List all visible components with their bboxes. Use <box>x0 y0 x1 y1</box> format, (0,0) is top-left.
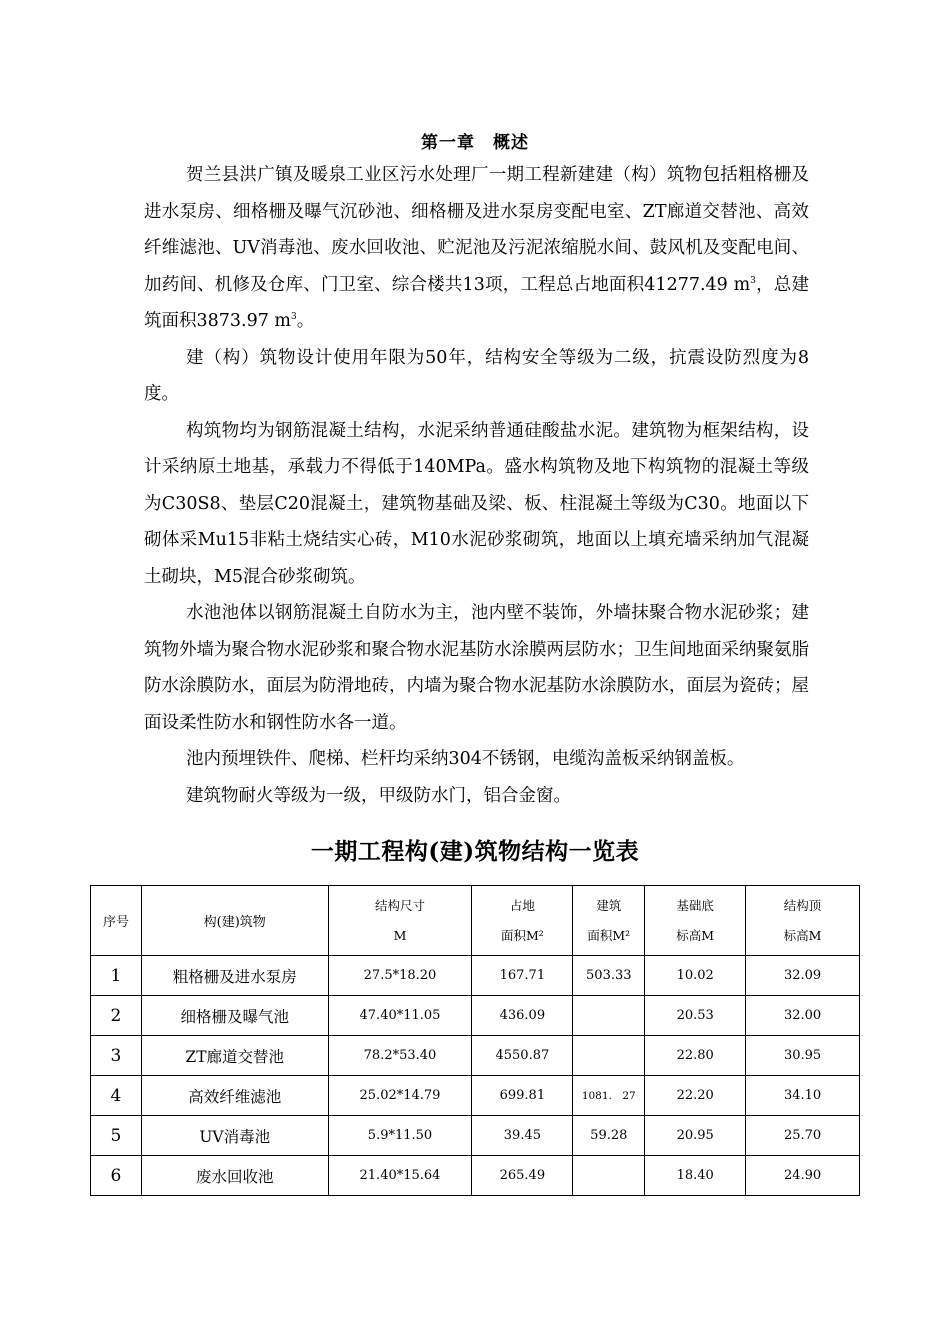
paragraph-structure: 构筑物均为钢筋混凝土结构，水泥采纳普通硅酸盐水泥。建筑物为框架结构，设计采纳原土地基，承载力不得低于140MPa。盛水构筑物及地下构筑物的混凝土等级为C30S8、垫层C20混凝土，建筑物基础及梁、板、柱混凝土等级为C30。地面以下砌体采Mu15非粘土烧结实心砖，M10水泥砂浆砌筑，地面以上填充墙采纳加气混凝土砌块，M5混合砂浆砌筑。 <box>144 420 809 587</box>
header-name: 构(建)筑物 <box>141 886 328 956</box>
header-top-line1: 结构顶 <box>783 897 822 913</box>
header-top-line2: 标高M <box>783 927 822 943</box>
cell-top: 24.90 <box>746 1156 860 1196</box>
cell-name: 粗格栅及进水泵房 <box>141 956 328 996</box>
table-row <box>91 1076 860 1116</box>
cell-name: UV消毒池 <box>141 1116 328 1156</box>
cell-land: 39.45 <box>472 1116 573 1156</box>
header-base-line2: 标高M <box>676 927 715 943</box>
paragraph-embedded-parts: 池内预埋铁件、爬梯、栏杆均采纳304不锈钢，电缆沟盖板采纳钢盖板。 <box>186 749 745 769</box>
paragraph-overview-text-c: 。 <box>296 311 315 331</box>
cell-base: 10.02 <box>645 956 746 996</box>
cell-land: 436.09 <box>472 996 573 1036</box>
header-build-line2: 面积M² <box>587 927 631 943</box>
cell-size: 25.02*14.79 <box>328 1076 472 1116</box>
table-row <box>91 1116 860 1156</box>
cell-base: 18.40 <box>645 1156 746 1196</box>
cell-build: 1081. 27 <box>573 1076 645 1116</box>
table-header-row <box>91 886 860 956</box>
header-top-elevation <box>746 886 860 956</box>
cell-top: 32.00 <box>746 996 860 1036</box>
cell-name: ZT廊道交替池 <box>141 1036 328 1076</box>
cell-build <box>573 996 645 1036</box>
cell-top: 25.70 <box>746 1116 860 1156</box>
paragraph-overview-text-b: ，总建筑面积3873.97 m <box>144 274 809 331</box>
paragraph-design-life: 建（构）筑物设计使用年限为50年，结构安全等级为二级，抗震设防烈度为8度。 <box>144 347 809 404</box>
table-row <box>91 956 860 996</box>
superscript-unit: 3 <box>291 312 297 323</box>
cell-build <box>573 1156 645 1196</box>
paragraph-fire-rating: 建筑物耐火等级为一级，甲级防水门，铝合金窗。 <box>186 785 571 806</box>
cell-top: 34.10 <box>746 1076 860 1116</box>
table-row <box>91 996 860 1036</box>
header-land-line2: 面积M² <box>500 927 544 943</box>
header-building-area <box>573 886 645 956</box>
paragraph-waterproofing: 水池池体以钢筋混凝土自防水为主，池内壁不装饰，外墙抹聚合物水泥砂浆；建筑物外墙为聚合物水泥砂浆和聚合物水泥基防水涂膜两层防水；卫生间地面采纳聚氨脂防水涂膜防水，面层为防滑地砖，内墙为聚合物水泥基防水涂膜防水，面层为瓷砖；屋面设柔性防水和钢性防水各一道。 <box>144 603 809 733</box>
cell-land: 265.49 <box>472 1156 573 1196</box>
table-row <box>91 1036 860 1076</box>
superscript-unit: 3 <box>750 275 756 286</box>
table-title: 一期工程构(建)筑物结构一览表 <box>310 838 640 865</box>
header-size-line1: 结构尺寸 <box>374 897 425 913</box>
chapter-title: 第一章 概述 <box>421 133 529 153</box>
header-land-line1: 占地 <box>509 897 535 913</box>
cell-base: 22.80 <box>645 1036 746 1076</box>
cell-size: 27.5*18.20 <box>328 956 472 996</box>
cell-size: 21.40*15.64 <box>328 1156 472 1196</box>
header-land-area <box>472 886 573 956</box>
paragraph-overview <box>144 157 809 340</box>
cell-seq: 2 <box>91 996 142 1036</box>
cell-land: 4550.87 <box>472 1036 573 1076</box>
cell-seq: 5 <box>91 1116 142 1156</box>
cell-base: 20.95 <box>645 1116 746 1156</box>
cell-base: 22.20 <box>645 1076 746 1116</box>
cell-seq: 3 <box>91 1036 142 1076</box>
header-seq: 序号 <box>91 886 142 956</box>
cell-size: 47.40*11.05 <box>328 996 472 1036</box>
cell-size: 78.2*53.40 <box>328 1036 472 1076</box>
body-text <box>144 157 809 814</box>
header-build-line1: 建筑 <box>596 897 622 913</box>
paragraph-overview-text-a: 贺兰县洪广镇及暖泉工业区污水处理厂一期工程新建建（构）筑物包括粗格栅及进水泵房、细格栅及曝气沉砂池、细格栅及进水泵房变配电室、ZT廊道交替池、高效纤维滤池、UV消毒池、废水回收池、贮泥池及污泥浓缩脱水间、鼓风机及变配电间、加药间、机修及仓库、门卫室、综合楼共13项，工程总占地面积41277.49 m <box>144 165 809 295</box>
cell-name: 高效纤维滤池 <box>141 1076 328 1116</box>
cell-seq: 4 <box>91 1076 142 1116</box>
cell-seq: 1 <box>91 956 142 996</box>
cell-name: 废水回收池 <box>141 1156 328 1196</box>
cell-land: 699.81 <box>472 1076 573 1116</box>
cell-size: 5.9*11.50 <box>328 1116 472 1156</box>
cell-name: 细格栅及曝气池 <box>141 996 328 1036</box>
cell-build: 59.28 <box>573 1116 645 1156</box>
cell-land: 167.71 <box>472 956 573 996</box>
cell-build <box>573 1036 645 1076</box>
cell-top: 30.95 <box>746 1036 860 1076</box>
header-base-elevation <box>645 886 746 956</box>
cell-build: 503.33 <box>573 956 645 996</box>
cell-top: 32.09 <box>746 956 860 996</box>
structures-table <box>90 885 860 1196</box>
table-row <box>91 1156 860 1196</box>
cell-seq: 6 <box>91 1156 142 1196</box>
cell-base: 20.53 <box>645 996 746 1036</box>
header-size-line2: M <box>393 927 407 943</box>
header-size <box>328 886 472 956</box>
header-base-line1: 基础底 <box>676 897 714 913</box>
